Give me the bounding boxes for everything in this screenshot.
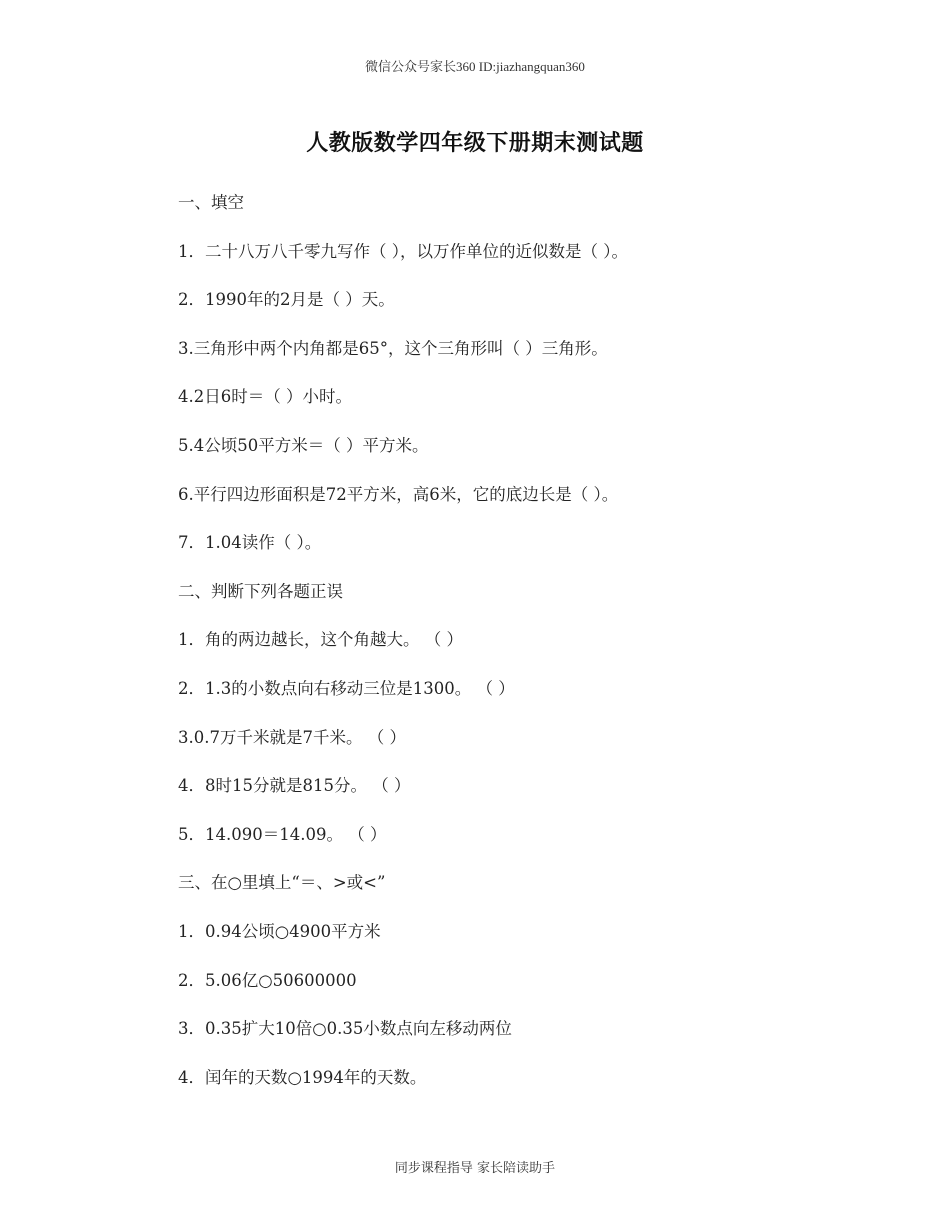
question-line: 1．二十八万八千零九写作（ ），以万作单位的近似数是（ ）。 xyxy=(178,241,628,261)
question-line: 6.平行四边形面积是72平方米，高6米，它的底边长是（ ）。 xyxy=(178,484,619,504)
page-footer: 同步课程指导 家长陪读助手 xyxy=(394,1161,556,1176)
question-line: 2．1.3的小数点向右移动三位是1300。 （ ） xyxy=(178,678,515,698)
question-line: 1．0.94公顷○4900平方米 xyxy=(178,921,381,941)
question-line: 5.4公顷50平方米＝（ ）平方米。 xyxy=(178,435,429,455)
question-line: 4．8时15分就是815分。 （ ） xyxy=(178,776,411,796)
section-heading-fill-in: 一、填空 xyxy=(178,193,244,212)
page-title: 人教版数学四年级下册期末测试题 xyxy=(306,130,644,156)
document-body xyxy=(178,188,878,1111)
question-line: 2．5.06亿○50600000 xyxy=(178,970,357,990)
question-line: 4．闰年的天数○1994年的天数。 xyxy=(178,1067,427,1087)
question-line: 2．1990年的2月是（ ）天。 xyxy=(178,290,395,310)
question-line: 3．0.35扩大10倍○0.35小数点向左移动两位 xyxy=(178,1019,512,1039)
page-header: 微信公众号家长360 ID:jiazhangquan360 xyxy=(365,59,585,74)
question-line: 7．1.04读作（ ）。 xyxy=(178,533,322,553)
section-heading-true-false: 二、判断下列各题正误 xyxy=(178,581,343,601)
question-line: 3.三角形中两个内角都是65°，这个三角形叫（ ）三角形。 xyxy=(178,338,608,358)
question-line: 5．14.090＝14.09。 （ ） xyxy=(178,824,387,844)
question-line: 4.2日6时＝（ ）小时。 xyxy=(178,387,352,407)
question-line: 3.0.7万千米就是7千米。 （ ） xyxy=(178,727,406,747)
section-heading-compare: 三、在○里填上“＝、>或<” xyxy=(178,873,386,893)
question-line: 1．角的两边越长，这个角越大。 （ ） xyxy=(178,630,463,650)
